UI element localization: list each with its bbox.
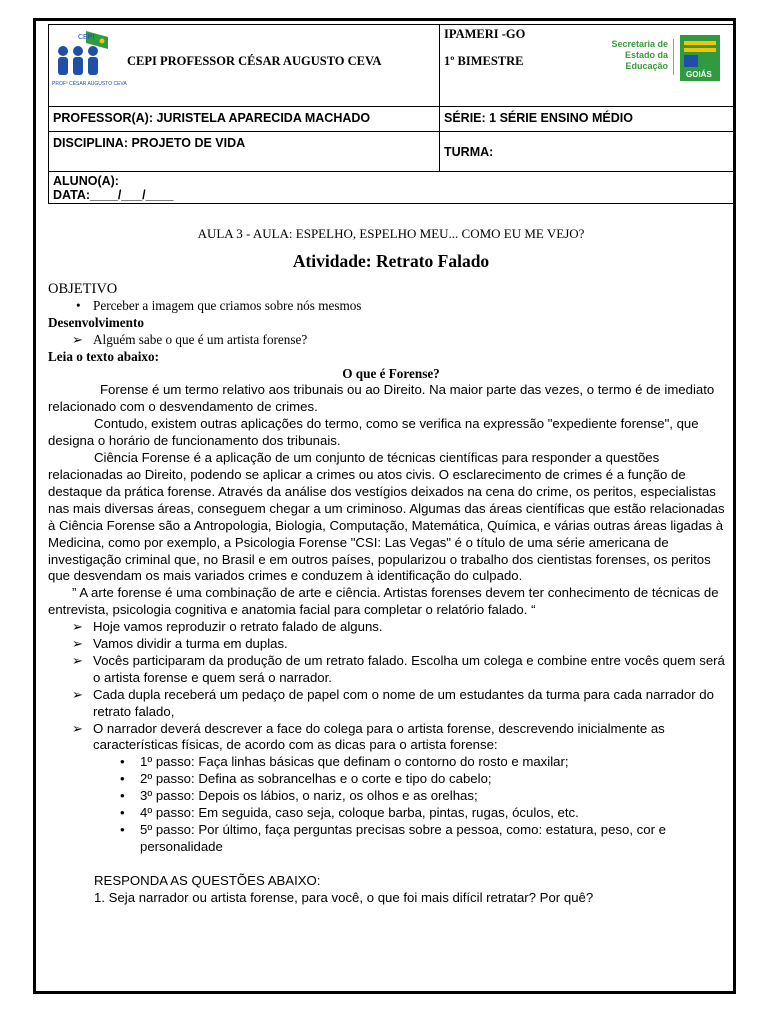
desenvolvimento-item: ➢ Alguém sabe o que é um artista forense? [72, 331, 308, 347]
paragraph-2: Contudo, existem outras aplicações do termo, como se verifica na expressão "expediente forense", que designa o horário de funcionamento dos tribunais. [48, 416, 699, 449]
leia-heading: Leia o texto abaixo: [48, 348, 159, 364]
school-cell [49, 25, 440, 107]
bullet-icon: • [120, 788, 125, 804]
instruction-item: ➢ O narrador deverá descrever a face do colega para o artista forense, descrevendo inicialmente as características físicas, de acordo com as dicas para o artista forense: [72, 720, 665, 753]
bullet-icon: • [120, 771, 125, 787]
arrow-bullet-icon: ➢ [72, 619, 84, 635]
svg-text:GOIÁS: GOIÁS [686, 70, 712, 79]
data-field[interactable]: DATA:____/___/____ [53, 188, 174, 202]
aula-title: AULA 3 - AULA: ESPELHO, ESPELHO MEU... COMO EU ME VEJO? [197, 226, 585, 241]
school-name: CEPI PROFESSOR CÉSAR AUGUSTO CEVA [127, 54, 382, 68]
paragraph-3: Ciência Forense é a aplicação de um conjunto de técnicas científicas para responder a questões relacionadas ao Direito, podendo se aplicar a crimes ou atos civis. O esclarecimento de crimes é a função de destaque da prática forense. Através da análise dos vestígios deixados na cena do crime, os peritos, especialistas nas mais diversas áreas, conseguem chegar a um criminoso. Algumas das áreas científicas que estão relacionadas à Ciência Forense são a Antropologia, Biologia, Computação, Matemática, Química, e várias outras áreas ligadas à Medicina, como por exemplo, a Psicologia Forense "CSI: Las Vegas" é o título de uma série americana de investigação criminal que, no Brasil e em outros países, popularizou o trabalho dos cientistas forenses, os peritos que desvendam os mais variados crimes e conduzem à identificação do culpado. [48, 450, 725, 584]
city-cell [440, 25, 735, 107]
professor-field: PROFESSOR(A): JURISTELA APARECIDA MACHADO [53, 111, 371, 125]
disciplina-field: DISCIPLINA: PROJETO DE VIDA [53, 136, 246, 150]
atividade-title: Atividade: Retrato Falado [292, 250, 490, 271]
desenvolvimento-heading: Desenvolvimento [48, 314, 144, 330]
bullet-icon: • [120, 754, 125, 770]
instruction-item: ➢ Vocês participaram da produção de um retrato falado. Escolha um colega e combine entre vocês quem será o artista forense e quem será o narrador. [72, 652, 725, 685]
lesson-content [48, 226, 734, 907]
steps-list [48, 754, 734, 855]
logo-caption: PROFº CÉSAR AUGUSTO CEVA [52, 81, 127, 87]
instruction-item: ➢ Cada dupla receberá um pedaço de papel com o nome de um estudantes da turma para cada narrador do retrato falado, [72, 686, 714, 719]
instruction-item: ➢ Vamos dividir a turma em duplas. [72, 636, 288, 652]
step-item: • 5º passo: Por último, faça perguntas precisas sobre a pessoa, como: estatura, peso, cor e personalidade [120, 822, 666, 854]
city-label: IPAMERI -GO [444, 27, 526, 41]
seduc-logo: Secretaria de Estado da Educação GOIÁS [606, 39, 718, 89]
bimestre-label: 1º BIMESTRE [444, 54, 524, 68]
paragraph-1: Forense é um termo relativo aos tribunais ou ao Direito. Na maior parte das vezes, o termo é de imediato relacionado com o desvendamento de crimes. [48, 382, 715, 415]
objetivo-item: • Perceber a imagem que criamos sobre nós mesmos [76, 297, 362, 313]
quote-paragraph: ” A arte forense é uma combinação de arte e ciência. Artistas forenses devem ter conhecimento de técnicas de entrevista, psicologia cognitiva e anatomia facial para completar o relatório falado. “ [48, 585, 719, 618]
serie-field: SÉRIE: 1 SÉRIE ENSINO MÉDIO [444, 111, 633, 125]
bullet-icon: • [120, 822, 125, 837]
school-logo [52, 27, 127, 87]
step-item: • 2º passo: Defina as sobrancelhas e o corte e tipo do cabelo; [120, 771, 492, 787]
instructions-list [48, 619, 734, 754]
text-title: O que é Forense? [342, 365, 440, 381]
questions-heading: RESPONDA AS QUESTÕES ABAIXO: [94, 872, 321, 888]
question-1: 1. Seja narrador ou artista forense, para você, o que foi mais difícil retratar? Por quê? [94, 889, 594, 905]
step-item: • 1º passo: Faça linhas básicas que definam o contorno do rosto e maxilar; [120, 754, 569, 770]
header-table [48, 24, 735, 204]
arrow-bullet-icon: ➢ [72, 636, 84, 652]
arrow-bullet-icon: ➢ [72, 652, 84, 668]
instruction-item: ➢ Hoje vamos reproduzir o retrato falado de alguns. [72, 619, 383, 635]
arrow-bullet-icon: ➢ [72, 720, 84, 736]
worksheet-page [33, 18, 736, 994]
step-item: • 4º passo: Em seguida, caso seja, coloque barba, pintas, rugas, óculos, etc. [120, 805, 579, 821]
step-item: • 3º passo: Depois os lábios, o nariz, os olhos e as orelhas; [120, 788, 478, 804]
arrow-bullet-icon: ➢ [72, 686, 84, 702]
bullet-icon: • [76, 297, 81, 313]
goias-flag-icon [680, 35, 720, 81]
arrow-bullet-icon: ➢ [72, 331, 84, 347]
aluno-field[interactable]: ALUNO(A): [53, 174, 119, 188]
svg-text:CEPI: CEPI [78, 34, 95, 41]
objetivo-heading: OBJETIVO [48, 280, 118, 297]
turma-field[interactable]: TURMA: [444, 145, 494, 159]
bullet-icon: • [120, 805, 125, 821]
